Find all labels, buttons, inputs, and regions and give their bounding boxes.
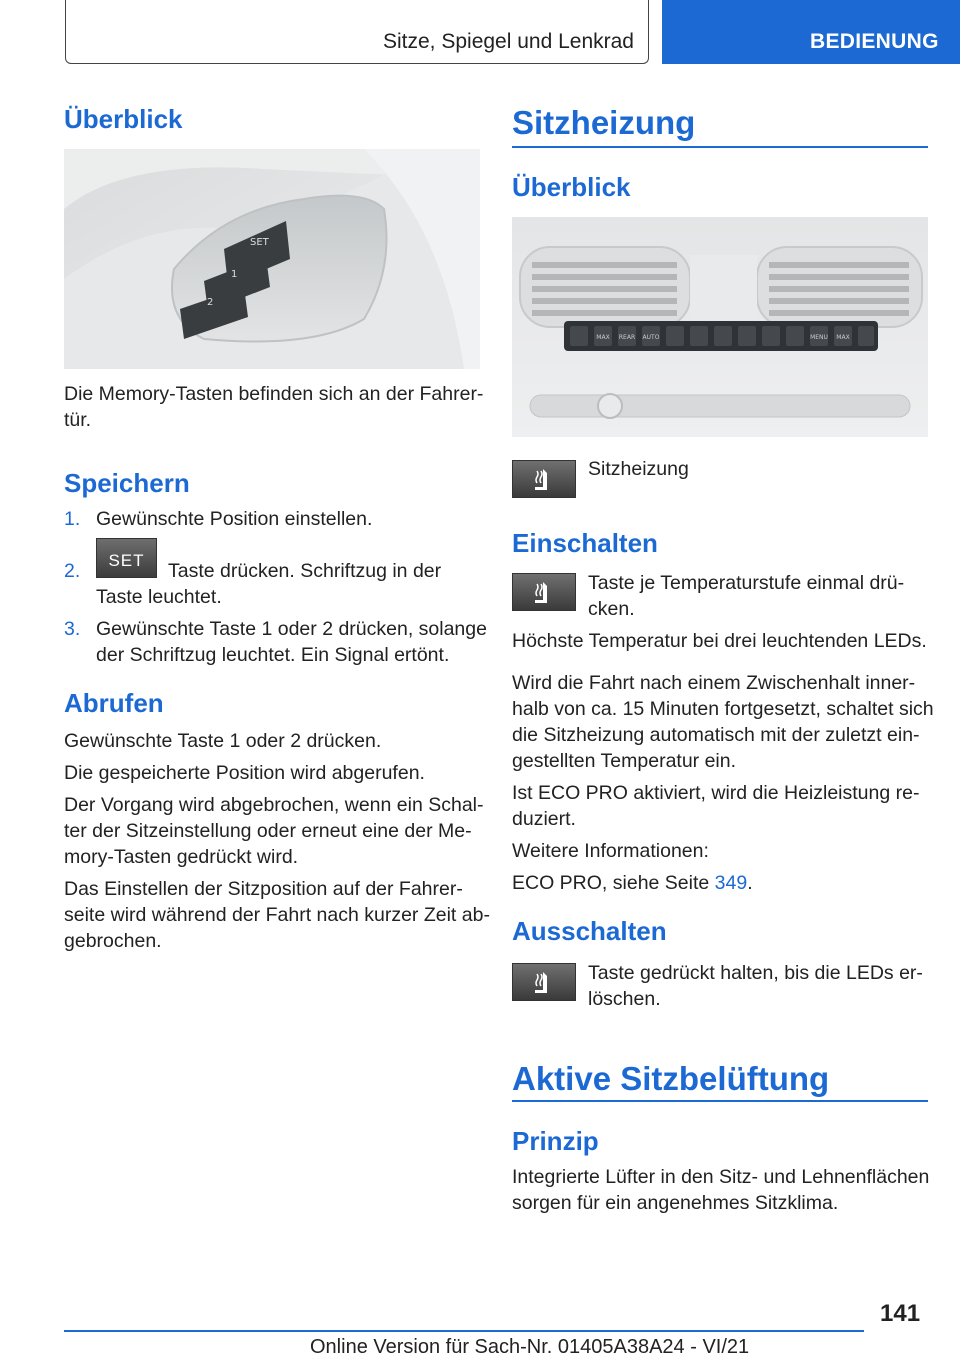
switch-off-text-2: löschen. [588,988,661,1010]
memory-button-1-label: 1 [231,269,238,280]
recall-line-2: Die gespeicherte Position wird abgerufen. [64,762,425,784]
recall-line-3: Der Vorgang wird abgebrochen, wenn ein Schal- [64,794,484,816]
switch-on-line-6: Ist ECO PRO aktiviert, wird die Heizleistung re- [512,782,920,804]
principle-heading: Prinzip [512,1126,599,1156]
switch-on-text-2: cken. [588,598,635,620]
memory-overview-text-2: tür. [64,409,92,431]
climate-label-auto: AUTO [642,334,660,341]
switch-on-line-5: gestellten Temperatur ein. [512,750,737,772]
set-button-label: SET [108,551,145,570]
save-heading: Speichern [64,468,190,498]
climate-button-row [564,321,878,351]
switch-on-line-3: halb von ca. 15 Minuten fortgesetzt, schaltet sich [512,698,934,720]
seat-heating-off-icon [512,963,576,1001]
seat-heating-rule [512,146,928,148]
eco-pro-page-link[interactable]: 349 [714,872,748,894]
recall-line-7: seite wird während der Fahrt nach kurzer Zeit ab- [64,904,490,926]
seat-heating-overview-heading: Überblick [512,172,631,202]
seat-heating-on-glyph [513,574,575,610]
switch-on-line-4: die Sitzheizung automatisch mit der zuletzt ein- [512,724,920,746]
seat-heating-heading: Sitzheizung [512,104,696,141]
ventilation-heading: Aktive Sitzbelüftung [512,1060,830,1097]
page-number: 141 [880,1300,921,1327]
switch-on-text-1: Taste je Temperaturstufe einmal drü- [588,572,905,594]
climate-label-rear: REAR [618,334,636,341]
memory-buttons-photo [64,149,480,369]
header-section-label: BEDIENUNG [810,30,939,53]
switch-on-line-7: duziert. [512,808,576,830]
memory-overview-text-1: Die Memory-Tasten befinden sich an der Fahrer- [64,383,484,405]
ventilation-rule [512,1100,928,1102]
header-chapter-title: Sitze, Spiegel und Lenkrad [382,30,634,53]
recall-heading: Abrufen [64,688,164,718]
step-text-3a: Gewünschte Taste 1 oder 2 drücken, solange [96,618,487,640]
step-text-2b: Taste leuchtet. [96,586,222,608]
eco-pro-reference [512,870,753,896]
seat-heating-off-glyph [513,964,575,1000]
footer-rule [64,1330,864,1332]
switch-on-line-2: Wird die Fahrt nach einem Zwischenhalt inner- [512,672,916,694]
memory-overview-heading: Überblick [64,104,183,134]
eco-pro-prefix: ECO PRO, siehe Seite [512,872,715,894]
step-number-1: 1. [64,508,81,530]
memory-button-set-label: SET [250,237,269,248]
set-button-icon [96,538,157,578]
climate-panel-photo [512,217,928,437]
seat-heating-on-icon [512,573,576,611]
step-number-3: 3. [64,618,81,640]
step-number-2: 2. [64,560,81,582]
recall-line-5: mory-Tasten gedrückt wird. [64,846,299,868]
eco-pro-suffix: . [747,872,753,894]
seat-heating-caption: Sitzheizung [588,458,689,480]
recall-line-6: Das Einstellen der Sitzposition auf der Fahrer- [64,878,463,900]
memory-button-2-label: 2 [207,297,214,308]
recall-line-8: gebrochen. [64,930,162,952]
header-section-tab[interactable] [662,0,960,64]
seat-heating-glyph [513,461,575,497]
step-text-1: Gewünschte Position einstellen. [96,508,373,530]
climate-label-max-left: MAX [596,334,610,341]
switch-on-line-1: Höchste Temperatur bei drei leuchtenden LEDs. [512,630,927,652]
step-text-2a: Taste drücken. Schriftzug in der [168,560,442,582]
switch-on-heading: Einschalten [512,528,658,558]
recall-line-4: ter der Sitzeinstellung oder erneut eine der Me- [64,820,472,842]
switch-off-heading: Ausschalten [512,916,667,946]
principle-text-1: Integrierte Lüfter in den Sitz- und Lehnenflächen [512,1166,930,1188]
switch-on-line-8: Weitere Informationen: [512,840,709,862]
recall-line-1: Gewünschte Taste 1 oder 2 drücken. [64,730,382,752]
principle-text-2: sorgen für ein angenehmes Sitzklima. [512,1192,839,1214]
climate-label-menu: MENU [810,334,828,341]
header-chapter-box [65,0,649,64]
online-version-text: Online Version für Sach-Nr. 01405A38A24 - VI/21 [310,1336,750,1358]
switch-off-text-1: Taste gedrückt halten, bis die LEDs er- [588,962,923,984]
seat-heating-icon [512,460,576,498]
step-text-3b: der Schriftzug leuchtet. Ein Signal ertönt. [96,644,450,666]
climate-label-max-right: MAX [836,334,850,341]
